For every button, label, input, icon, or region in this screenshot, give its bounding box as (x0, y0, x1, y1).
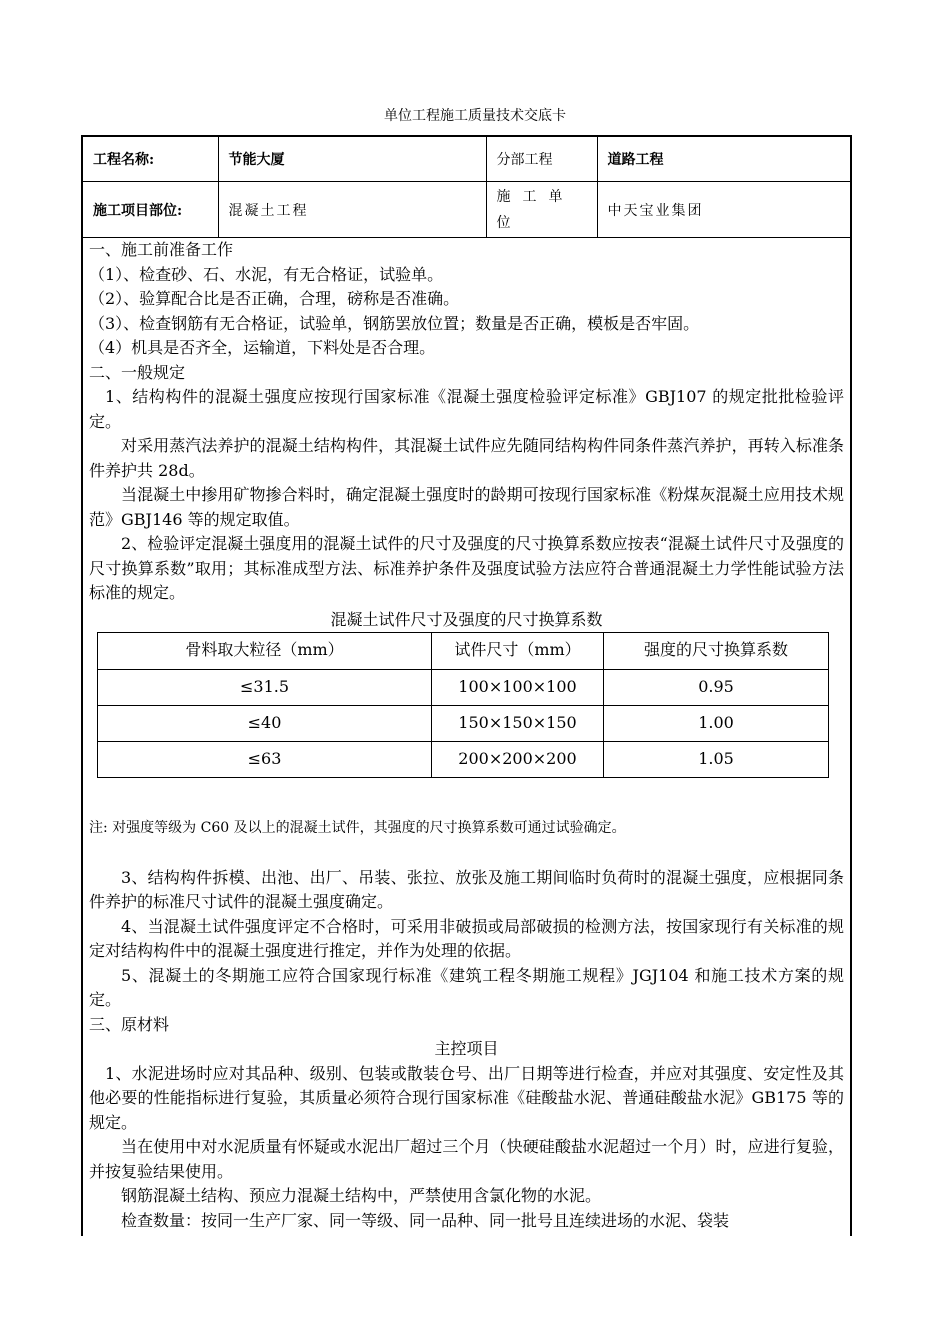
table-cell: ≤31.5 (98, 669, 432, 705)
section2-paragraph: 1、结构构件的混凝土强度应按现行国家标准《混凝土强度检验评定标准》GBJ107 的规定批批检验评定。 (89, 387, 844, 431)
unit-label: 施工单位 (486, 182, 597, 238)
section2-paragraph: 5、混凝土的冬期施工应符合国家现行标准《建筑工程冬期施工规程》JGJ104 和施工技术方案的规定。 (89, 965, 844, 1009)
column-header: 试件尺寸（mm） (432, 632, 604, 669)
column-header: 骨料取大粒径（mm） (98, 632, 432, 669)
table-row (98, 741, 829, 777)
table-row (98, 669, 829, 705)
section1-item-2: （2）、验算配合比是否正确，合理，磅称是否准确。 (89, 289, 460, 308)
conversion-table (97, 632, 829, 778)
column-header: 强度的尺寸换算系数 (604, 632, 829, 669)
table-cell: 1.00 (604, 705, 829, 741)
section2-heading: 二、一般规定 (89, 362, 186, 382)
section3-paragraph: 钢筋混凝土结构、预应力混凝土结构中，严禁使用含氯化物的水泥。 (121, 1186, 602, 1205)
section3-paragraph: 1、水泥进场时应对其品种、级别、包装或散装仓号、出厂日期等进行检查，并应对其强度、安定性及其他必要的性能指标进行复验，其质量必须符合现行国家标准《硅酸盐水泥、普通硅酸盐水泥》GB175 等的规定。 (89, 1063, 844, 1132)
unit-value: 中天宝业集团 (597, 182, 850, 238)
section3-heading: 三、原材料 (89, 1014, 170, 1034)
section3-paragraph: 检查数量：按同一生产厂家、同一等级、同一品种、同一批号且连续进场的水泥、袋装 (121, 1210, 730, 1230)
table-header-row (98, 632, 829, 669)
table-cell: ≤40 (98, 705, 432, 741)
table-cell: 1.05 (604, 741, 829, 777)
section3-paragraph: 当在使用中对水泥质量有怀疑或水泥出厂超过三个月（快硬硅酸盐水泥超过一个月）时，应进行复验，并按复验结果使用。 (89, 1137, 844, 1181)
section2-paragraph: 4、当混凝土试件强度评定不合格时，可采用非破损或局部破损的检测方法，按国家现行有关标准的规定对结构构件中的混凝土强度进行推定，并作为处理的依据。 (89, 916, 844, 960)
section1-item-4: （4）机具是否齐全，运输道，下料处是否合理。 (89, 338, 436, 357)
project-name-label: 工程名称: (83, 137, 218, 182)
header-table (83, 137, 850, 238)
table-cell: 200×200×200 (432, 741, 604, 777)
table-note: 注: 对强度等级为 C60 及以上的混凝土试件，其强度的尺寸换算系数可通过试验确定。 (89, 819, 626, 836)
section2-paragraph: 2、检验评定混凝土强度用的混凝土试件的尺寸及强度的尺寸换算系数应按表“混凝土试件尺寸及强度的尺寸换算系数”取用；其标准成型方法、标准养护条件及强度试验方法应符合普通混凝土力学性能试验方法标准的规定。 (89, 534, 844, 602)
table-cell: 100×100×100 (432, 669, 604, 705)
document-title: 单位工程施工质量技术交底卡 (384, 108, 566, 124)
table-cell: 150×150×150 (432, 705, 604, 741)
division-label: 分部工程 (486, 137, 597, 182)
section2-paragraph: 对采用蒸汽法养护的混凝土结构构件，其混凝土试件应先随同结构构件同条件蒸汽养护，再转入标准条件养护共 28d。 (89, 436, 844, 480)
division-value: 道路工程 (597, 137, 850, 182)
card-body (83, 238, 850, 1233)
section1-item-1: （1）、检查砂、石、水泥，有无合格证，试验单。 (89, 264, 444, 284)
project-name-value: 节能大厦 (218, 137, 486, 182)
disclosure-card (81, 135, 852, 1236)
section1-item-3: （3）、检查钢筋有无合格证，试验单，钢筋罢放位置；数量是否正确，模板是否牢固。 (89, 313, 700, 333)
part-label: 施工项目部位: (83, 182, 218, 238)
table-row (98, 705, 829, 741)
section2-paragraph: 3、结构构件拆模、出池、出厂、吊装、张拉、放张及施工期间临时负荷时的混凝土强度，应根据同条件养护的标准尺寸试件的混凝土强度确定。 (89, 867, 844, 911)
table-cell: 0.95 (604, 669, 829, 705)
section2-paragraph: 当混凝土中掺用矿物掺合料时，确定混凝土强度时的龄期可按现行国家标准《粉煤灰混凝土应用技术规范》GBJ146 等的规定取值。 (89, 485, 844, 529)
section1-heading: 一、施工前准备工作 (89, 240, 234, 259)
table-cell: ≤63 (98, 741, 432, 777)
part-value: 混凝土工程 (218, 182, 486, 238)
conversion-table-title: 混凝土试件尺寸及强度的尺寸换算系数 (330, 609, 603, 629)
section3-subheading: 主控项目 (434, 1039, 499, 1058)
